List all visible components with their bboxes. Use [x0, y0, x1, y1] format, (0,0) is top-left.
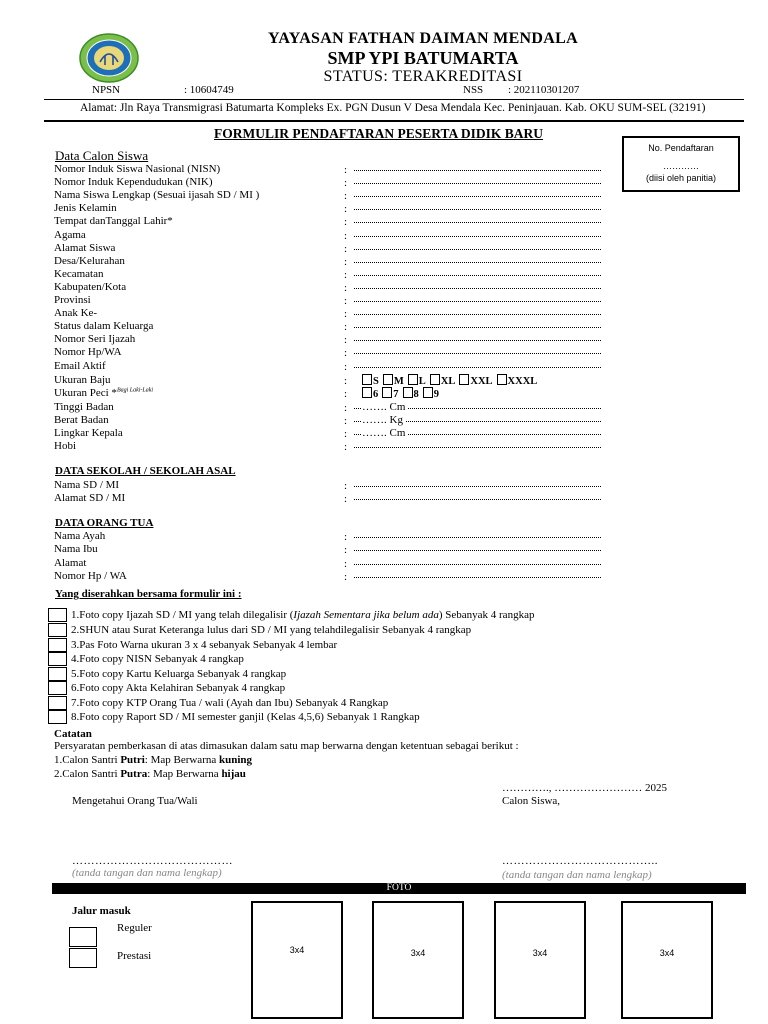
parent-field-label: Nomor Hp / WA — [54, 569, 127, 582]
student-field-label: Provinsi — [54, 294, 91, 306]
student-field-label: Status dalam Keluarga — [54, 320, 154, 333]
document-item: 8.Foto copy Raport SD / MI semester ganjil (Kelas 4,5,6) Sebanyak 1 Rangkap — [48, 710, 608, 725]
parent-field-row: Nomor Hp / WA : — [54, 570, 614, 583]
student-field-row: Alamat Siswa : — [54, 242, 614, 255]
student-section-title: Data Calon Siswa — [55, 148, 149, 163]
student-field-row: Nomor Induk Kependudukan (NIK) : — [54, 176, 614, 189]
student-signature-field[interactable]: ………………………………….. — [502, 855, 658, 867]
student-field-label: Kabupaten/Kota — [54, 280, 127, 293]
student-field-label: Email Aktif — [54, 359, 106, 372]
student-field-row: Nomor Seri Ijazah : — [54, 333, 614, 346]
student-field-row: Desa/Kelurahan : — [54, 255, 614, 268]
document-item: 1.Foto copy Ijazah SD / MI yang telah dilegalisir (Ijazah Sementara jika belum ada) Sebanyak 4 rangkap — [48, 608, 608, 623]
cap-size-label: Ukuran Peci *$^{Bagi Laki-Laki}$ — [54, 387, 154, 399]
achievement-checkbox[interactable] — [69, 948, 97, 968]
achievement-option-label: Prestasi — [117, 950, 152, 962]
student-field-row: Kecamatan : — [54, 268, 614, 281]
student-field-field[interactable] — [354, 301, 601, 302]
document-item: 6.Foto copy Akta Kelahiran Sebanyak 4 rangkap — [48, 681, 608, 696]
shirt-size-label: Ukuran Baju — [54, 374, 111, 386]
size-checkbox — [423, 387, 433, 398]
student-field-row: Kabupaten/Kota : — [54, 281, 614, 294]
npsn-value: : 10604749 — [184, 84, 234, 96]
notes-heading: Catatan — [54, 728, 92, 740]
nss-value: : 202110301207 — [508, 84, 580, 96]
school-logo-icon — [78, 32, 140, 84]
head-circumference-row: Lingkar Kepala : ……. Cm — [54, 427, 614, 440]
size-checkbox — [459, 374, 469, 385]
student-field-field[interactable] — [354, 314, 601, 315]
student-field-field[interactable] — [354, 367, 601, 368]
student-field-field[interactable] — [354, 353, 601, 354]
size-option[interactable]: L — [408, 376, 426, 387]
parent-signature-label: Mengetahui Orang Tua/Wali — [72, 795, 198, 807]
size-checkbox — [382, 387, 392, 398]
size-checkbox — [383, 374, 393, 385]
photo-box[interactable]: 3x4 — [251, 901, 343, 1019]
parent-field-label: Nama Ayah — [54, 530, 106, 542]
student-field-row: Tempat danTanggal Lahir* : — [54, 215, 614, 228]
student-field-row: Status dalam Keluarga : — [54, 320, 614, 333]
parent-field-field[interactable] — [354, 564, 601, 565]
size-option[interactable]: 8 — [403, 389, 419, 400]
registration-number-box — [622, 136, 740, 192]
student-field-row: Agama : — [54, 229, 614, 242]
student-field-row: Nama Siswa Lengkap (Sesuai ijasah SD / MI ) : — [54, 189, 614, 202]
parent-field-label: Nama Ibu — [54, 543, 98, 556]
student-field-label: Nomor Induk Kependudukan (NIK) — [54, 176, 213, 189]
document-item: 7.Foto copy KTP Orang Tua / wali (Ayah dan Ibu) Sebanyak 4 Rangkap — [48, 696, 608, 711]
parents-section-title: DATA ORANG TUA — [55, 517, 154, 529]
student-field-label: Jenis Kelamin — [54, 202, 117, 215]
size-option[interactable]: M — [383, 376, 404, 387]
parent-field-row: Alamat : — [54, 557, 614, 570]
student-field-label: Tempat danTanggal Lahir* — [54, 215, 173, 228]
student-field-field[interactable] — [354, 209, 601, 210]
document-checkbox[interactable] — [48, 710, 67, 724]
school-field-row: Nama SD / MI : — [54, 479, 614, 492]
size-checkbox — [362, 387, 372, 398]
student-field-label: Anak Ke- — [54, 307, 98, 320]
student-field-field[interactable] — [354, 288, 601, 289]
school-field-field[interactable] — [354, 499, 601, 500]
student-field-field[interactable] — [354, 275, 601, 276]
parent-field-field[interactable] — [354, 537, 601, 538]
header-divider-thick — [44, 120, 744, 122]
student-field-label: Agama — [54, 228, 86, 241]
parent-field-row: Nama Ayah : — [54, 530, 614, 543]
student-field-label: Kecamatan — [54, 267, 104, 280]
student-field-label: Nomor Seri Ijazah — [54, 333, 136, 346]
size-option[interactable]: XL — [430, 376, 456, 387]
school-field-row: Alamat SD / MI : — [54, 492, 614, 505]
entry-route-heading: Jalur masuk — [72, 905, 131, 917]
school-field-label: Alamat SD / MI — [54, 492, 126, 504]
size-checkbox — [430, 374, 440, 385]
student-field-field[interactable] — [354, 222, 601, 223]
parent-field-field[interactable] — [354, 577, 601, 578]
regular-checkbox[interactable] — [69, 927, 97, 947]
shirt-size-row: Ukuran Baju : S M L XL XXL XXXL — [54, 374, 614, 387]
school-address: Alamat: Jln Raya Transmigrasi Batumarta Kompleks Ex. PGN Dusun V Desa Mendala Kec. Peninjauan. Kab. OKU SUM-SEL (32191) — [80, 102, 706, 114]
hobby-row: Hobi : — [54, 440, 614, 453]
student-field-label: Nomor Induk Siswa Nasional (NISN) — [54, 163, 221, 175]
size-checkbox — [408, 374, 418, 385]
notes-text: Persyaratan pemberkasan di atas dimasukan dalam satu map berwarna dengan ketentuan sebagai berikut : — [54, 740, 519, 752]
document-checkbox[interactable] — [48, 623, 67, 637]
size-option[interactable]: S — [362, 376, 379, 387]
document-checkbox[interactable] — [48, 667, 67, 681]
cap-size-row: Ukuran Peci *$^{Bagi Laki-Laki}$ : 6 7 8 9 — [54, 387, 614, 400]
student-field-field[interactable] — [354, 170, 601, 171]
parent-field-field[interactable] — [354, 550, 601, 551]
size-checkbox — [497, 374, 507, 385]
student-field-field[interactable] — [354, 340, 601, 341]
weight-row: Berat Badan : ……. Kg — [54, 414, 614, 427]
student-field-field[interactable] — [354, 262, 601, 263]
size-option[interactable]: XXL — [459, 376, 492, 387]
photo-bar: FOTO — [52, 883, 746, 894]
form-title: FORMULIR PENDAFTARAN PESERTA DIDIK BARU — [214, 126, 544, 141]
shirt-size-options — [362, 374, 541, 387]
height-row: Tinggi Badan : ……. Cm — [54, 401, 614, 414]
document-item: 5.Foto copy Kartu Keluarga Sebanyak 4 rangkap — [48, 667, 608, 682]
accreditation-status: STATUS: TERAKREDITASI — [323, 68, 523, 85]
school-name: SMP YPI BATUMARTA — [327, 48, 519, 68]
size-checkbox — [362, 374, 372, 385]
size-option[interactable]: 6 — [362, 389, 378, 400]
student-signature-caption: (tanda tangan dan nama lengkap) — [502, 869, 652, 881]
student-field-row: Anak Ke- : — [54, 307, 614, 320]
student-field-row: Nomor Hp/WA : — [54, 346, 614, 359]
parent-field-label: Alamat — [54, 556, 87, 569]
photo-box[interactable]: 3x4 — [372, 901, 464, 1019]
school-field-label: Nama SD / MI — [54, 479, 120, 491]
parent-field-row: Nama Ibu : — [54, 543, 614, 556]
student-field-field[interactable] — [354, 249, 601, 250]
signature-date-field[interactable]: …………., …………………… 2025 — [502, 782, 667, 794]
size-option[interactable]: 9 — [423, 389, 439, 400]
student-field-label: Nama Siswa Lengkap (Sesuai ijasah SD / MI ) — [54, 189, 260, 202]
cap-size-options — [362, 387, 443, 400]
nss-label: NSS — [463, 84, 484, 96]
photo-box[interactable]: 3x4 — [621, 901, 713, 1019]
photo-box[interactable]: 3x4 — [494, 901, 586, 1019]
document-item: 4.Foto copy NISN Sebanyak 4 rangkap — [48, 652, 608, 667]
size-option[interactable]: XXXL — [497, 376, 538, 387]
student-field-row: Email Aktif : — [54, 360, 614, 373]
student-field-label: Desa/Kelurahan — [54, 254, 125, 267]
document-checkbox[interactable] — [48, 638, 67, 652]
student-field-field[interactable] — [354, 327, 601, 328]
header-divider — [44, 99, 744, 100]
student-field-label: Nomor Hp/WA — [54, 346, 122, 359]
student-field-field[interactable] — [354, 183, 601, 184]
height-field[interactable]: ……. Cm — [362, 401, 408, 413]
document-item: 2.SHUN atau Surat Keteranga lulus dari SD / MI yang telahdilegalisir Sebanyak 4 rangkap — [48, 623, 608, 638]
document-checkbox[interactable] — [48, 608, 67, 622]
school-section-title: DATA SEKOLAH / SEKOLAH ASAL — [55, 465, 236, 477]
student-field-field[interactable] — [354, 196, 601, 197]
foundation-name: YAYASAN FATHAN DAIMAN MENDALA — [268, 30, 578, 47]
notes-boys: 2.Calon Santri Putra: Map Berwarna hijau — [54, 768, 246, 780]
student-field-row: Provinsi : — [54, 294, 614, 307]
registration-dots: ………… — [663, 161, 699, 171]
npsn-label: NPSN — [92, 84, 121, 96]
document-item: 3.Pas Foto Warna ukuran 3 x 4 sebanyak Sebanyak 4 lembar — [48, 638, 608, 653]
notes-girls: 1.Calon Santri Putri: Map Berwarna kuning — [54, 754, 253, 766]
student-field-label: Alamat Siswa — [54, 241, 116, 254]
size-option[interactable]: 7 — [382, 389, 398, 400]
documents-section-title: Yang diserahkan bersama formulir ini : — [55, 588, 242, 600]
parent-signature-caption: (tanda tangan dan nama lengkap) — [72, 867, 222, 879]
document-checkbox[interactable] — [48, 652, 67, 666]
student-field-row: Jenis Kelamin : — [54, 202, 614, 215]
student-field-field[interactable] — [354, 236, 601, 237]
head-circumference-field[interactable]: ……. Cm — [362, 427, 408, 439]
registration-note: (diisi oleh panitia) — [645, 173, 717, 183]
weight-field[interactable]: ……. Kg — [362, 414, 406, 426]
parent-signature-field[interactable]: …………………………………… — [72, 855, 233, 867]
student-signature-label: Calon Siswa, — [502, 795, 561, 807]
document-checkbox[interactable] — [48, 681, 67, 695]
registration-label: No. Pendaftaran — [648, 143, 714, 153]
document-checkbox[interactable] — [48, 696, 67, 710]
size-checkbox — [403, 387, 413, 398]
regular-option-label: Reguler — [117, 922, 152, 934]
student-field-row: Nomor Induk Siswa Nasional (NISN) : — [54, 163, 614, 176]
hobby-field[interactable] — [354, 447, 601, 448]
school-field-field[interactable] — [354, 486, 601, 487]
